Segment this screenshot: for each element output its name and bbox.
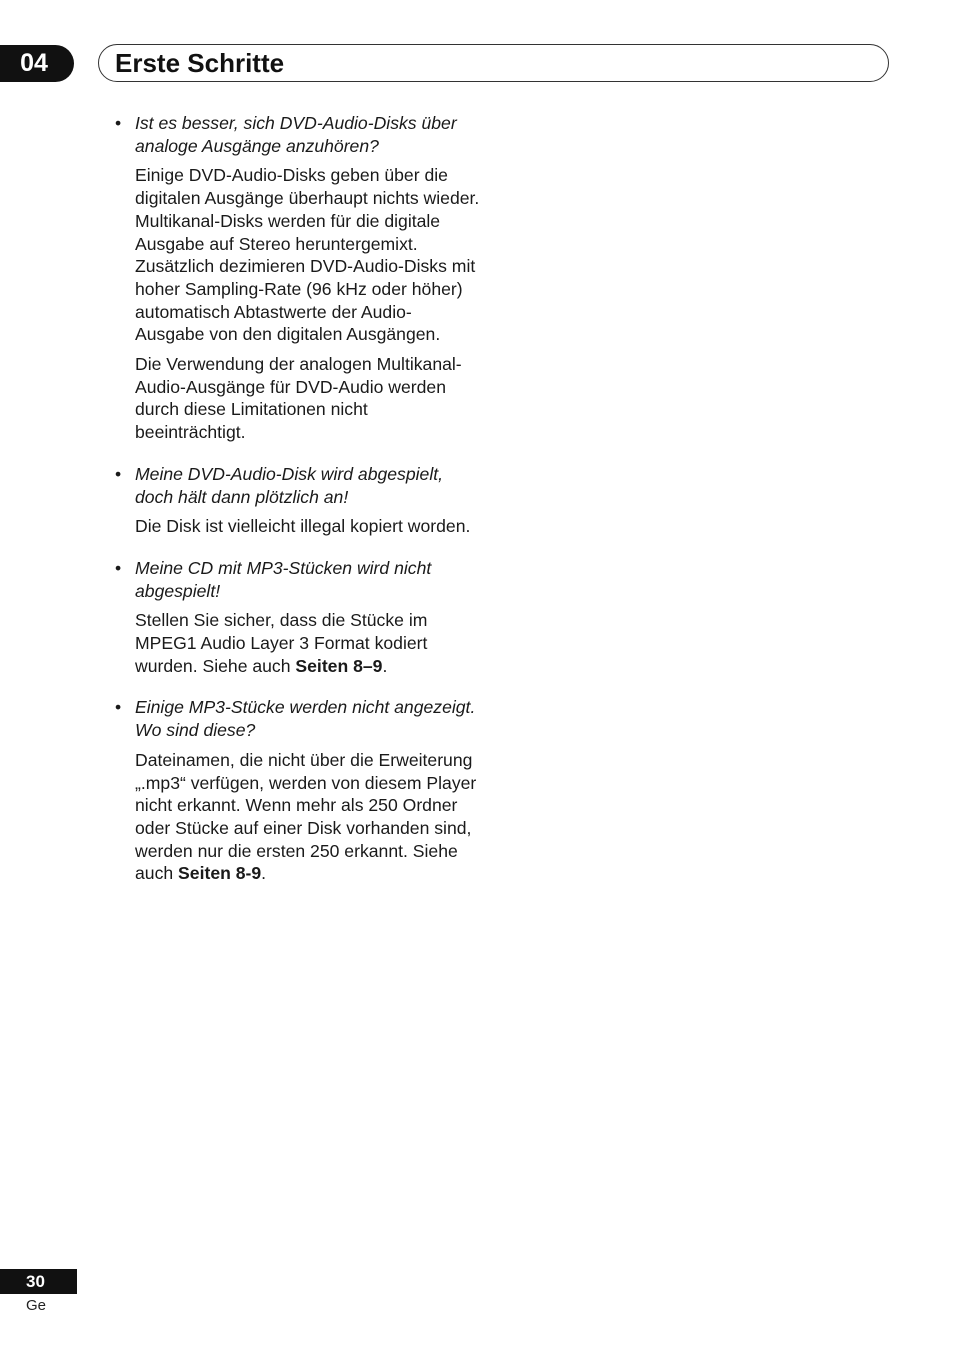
chapter-number-tab: 04 (0, 45, 74, 82)
language-code: Ge (26, 1297, 47, 1314)
page-number: 30 (0, 1269, 77, 1294)
bullet-icon: • (115, 697, 122, 718)
faq-answer: Stellen Sie sicher, dass die Stücke im MPEG1 Audio Layer 3 Format kodiert wurden. Siehe auch Seiten 8–9. (135, 610, 428, 676)
faq-question: • Ist es besser, sich DVD-Audio-Disks über analoge Ausgänge anzuhören? (115, 113, 457, 156)
faq-answer: Dateinamen, die nicht über die Erweiterung „.mp3“ verfügen, werden von diesem Player nicht erkannt. Wenn mehr als 250 Ordner oder Stücke auf einer Disk vorhanden sind, werden nur die ersten 250 erkannt. Siehe auch Seiten 8-9. (135, 749, 477, 884)
faq-question: • Einige MP3-Stücke werden nicht angezeigt. Wo sind diese? (115, 697, 476, 741)
bullet-icon: • (115, 557, 122, 578)
faq-item (115, 463, 480, 538)
faq-question: • Meine CD mit MP3-Stücken wird nicht abgespielt! (115, 557, 432, 601)
faq-item (115, 112, 480, 444)
faq-item (115, 696, 480, 885)
page-reference: Seiten 8–9 (295, 655, 383, 676)
faq-content (115, 112, 480, 904)
bullet-icon: • (115, 463, 122, 484)
faq-question: • Meine DVD-Audio-Disk wird abgespielt, doch hält dann plötzlich an! (115, 463, 444, 507)
faq-answer: Die Verwendung der analogen Multikanal-Audio-Ausgänge für DVD-Audio werden durch diese Limitationen nicht beeinträchtigt. (135, 354, 462, 443)
chapter-title: Erste Schritte (115, 48, 285, 78)
faq-answer: Die Disk ist vielleicht illegal kopiert worden. (135, 516, 471, 537)
page-reference: Seiten 8-9 (178, 863, 262, 884)
chapter-title-bar (98, 44, 889, 82)
faq-item (115, 557, 480, 678)
bullet-icon: • (115, 113, 122, 133)
faq-answer: Einige DVD-Audio-Disks geben über die digitalen Ausgänge überhaupt nichts wieder. Multikanal-Disks werden für die digitale Ausgabe auf Stereo heruntergemixt. Zusätzlich dezimieren DVD-Audio-Disks mit hoher Sampling-Rate (96 kHz oder höher) automatisch Abtastwerte der Audio-Ausgabe von den digitalen Ausgängen. (135, 165, 480, 345)
